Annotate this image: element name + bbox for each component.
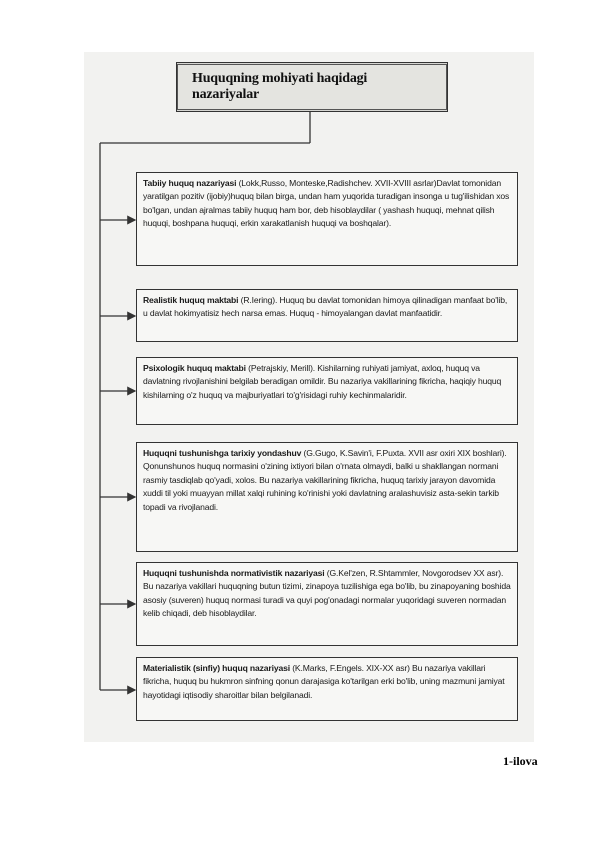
theory-box-realistic-school	[136, 289, 518, 342]
theory-heading: Materialistik (sinfiy) huquq nazariyasi	[143, 663, 290, 673]
theory-box-historical-approach	[136, 442, 518, 552]
theory-box-psychological-school	[136, 357, 518, 425]
theory-heading: Realistik huquq maktabi	[143, 295, 239, 305]
theory-body: (R.Iering). Huquq bu davlat tomonidan himoya qilinadigan manfaat bo'lib, u davlat hokimyatisiz hech narsa emas. Huquq - himoyalangan davlat manfaatidir.	[143, 295, 508, 319]
theory-box-materialist-theory	[136, 657, 518, 721]
theory-body: (G.Gugo, K.Savin'i, F.Puxta. XVII asr oxiri XIX boshlari). Qonunshunos huquq normasini o'zining ixtiyori bilan o'rnata olmaydi, balki u shakllangan normani rasmiy tasdiqlab qo'yadi, xolos. Bu nazariya vakillarining fikricha, huquq tarixiy jarayon davomida xuddi til yoki muayyan millat xalqi ruhining ko'rinishi yoki davlatning aralashuvisiz asta-sekin tarkib topadi va rivojlanadi.	[143, 448, 507, 512]
theory-body: (K.Marks, F.Engels. XIX-XX asr) Bu nazariya vakillari fikricha, huquq bu hukmron sinfning qonun darajasiga ko'tarilgan erki bo'lib, uning mazmuni jamiyat hayotidagi iqtisodiy sharoitlar bilan belgilanadi.	[143, 663, 505, 700]
diagram-title: Huquqning mohiyati haqidagi nazariyalar	[177, 64, 447, 110]
theory-body: (G.Kel'zen, R.Shtammler, Novgorodsev XX asr). Bu nazariya vakillari huquqning butun tizimi, zinapoya tuzilishiga ega bo'lib, bu zinapoyaning boshida asosiy (suveren) huquq normasi turadi va quyi pog'onadagi normalar yuqoridagi suveren normadan kelib chiqadi, deb hisoblaydilar.	[143, 568, 511, 619]
theory-heading: Psixologik huquq maktabi	[143, 363, 246, 373]
theory-body: (Lokk,Russo, Monteske,Radishchev. XVII-XVIII asrlar)Davlat tomonidan yaratilgan pozitiv (ijobiy)huquq bilan birga, undan ham yuqorida turadigan insonga u tug'ilishidan xos bo'lgan, undan ajralmas tabiiy huquq ham bor, deb hisoblaydilar ( yashash huquqi, mehnat qilish huquqi, boshpana huquqi, erkin xarakatlanish huquqi va boshqalar).	[143, 178, 510, 229]
theory-box-normativist-theory	[136, 562, 518, 646]
theory-heading: Huquqni tushunishda normativistik nazariyasi	[143, 568, 325, 578]
theory-box-natural-law	[136, 172, 518, 266]
appendix-label: 1-ilova	[503, 754, 538, 768]
theory-heading: Tabiiy huquq nazariyasi	[143, 178, 237, 188]
theory-heading: Huquqni tushunishga tarixiy yondashuv	[143, 448, 302, 458]
theory-body: (Petrajskiy, Merill). Kishilarning ruhiyati jamiyat, axloq, huquq va davlatning rivojlanishini belgilab beradigan omildir. Bu nazariya vakillarining fikricha, haqiqiy huquq kishilarning o'z huquq va majburiyatlari to'g'risidagi ruhiy kechinmalaridir.	[143, 363, 502, 400]
diagram-title-box	[176, 62, 448, 112]
